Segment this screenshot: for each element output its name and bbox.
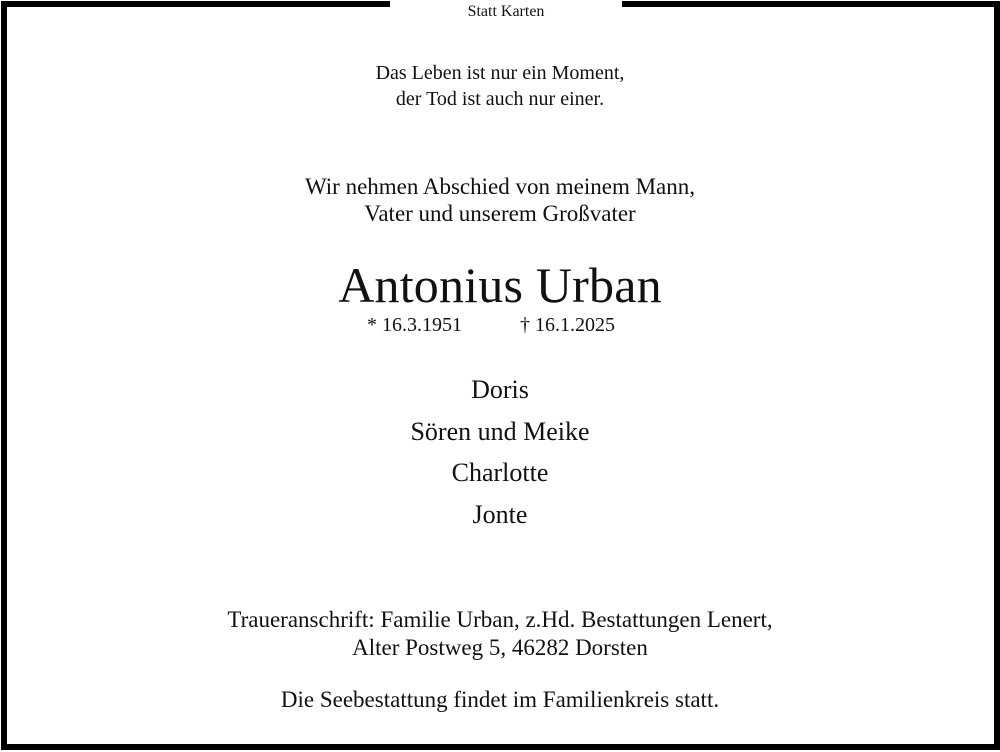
life-dates	[0, 312, 1000, 338]
intro-line-1: Wir nehmen Abschied von meinem Mann,	[305, 174, 695, 199]
quote-line-2: der Tod ist auch nur einer.	[395, 88, 605, 110]
birth-date: * 16.3.1951	[367, 314, 462, 336]
closing-note: Die Seebestattung findet im Familienkreis statt.	[280, 687, 720, 712]
mourner-name: Sören und Meike	[410, 417, 590, 446]
header-note: Statt Karten	[467, 3, 545, 20]
mourner-name: Charlotte	[451, 458, 549, 487]
mourner-name: Doris	[471, 375, 529, 404]
mourner-name: Jonte	[472, 500, 528, 529]
address-line-2: Alter Postweg 5, 46282 Dorsten	[352, 635, 648, 660]
intro-line-2: Vater und unserem Großvater	[364, 201, 636, 226]
address-line-1: Traueranschrift: Familie Urban, z.Hd. Bestattungen Lenert,	[227, 607, 773, 632]
quote-line-1: Das Leben ist nur ein Moment,	[375, 62, 625, 84]
death-date: † 16.1.2025	[520, 314, 615, 336]
deceased-name: Antonius Urban	[338, 257, 662, 313]
